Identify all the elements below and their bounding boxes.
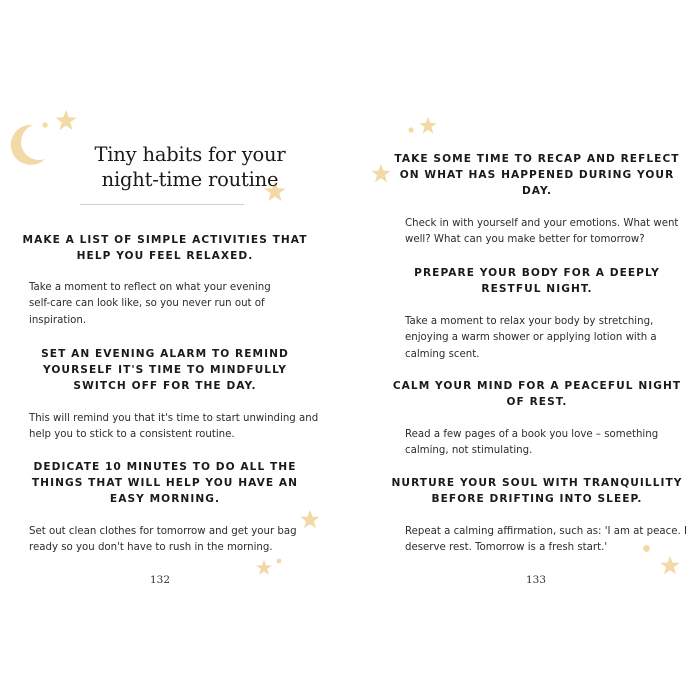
section-body xyxy=(29,524,329,557)
heading-line: DEDICATE 10 MINUTES TO DO ALL THE xyxy=(33,461,297,473)
title-line: night-time routine xyxy=(101,168,279,191)
title-divider xyxy=(80,204,244,205)
heading-line: SWITCH OFF FOR THE DAY. xyxy=(73,380,257,392)
heading-line: DAY. xyxy=(521,185,553,197)
body-line: calming, not stimulating. xyxy=(405,445,533,457)
body-line: self-care can look like, so you never run out of xyxy=(29,298,265,310)
section-heading xyxy=(390,265,684,297)
title-line: Tiny habits for your xyxy=(94,143,286,166)
heading-line: MAKE A LIST OF SIMPLE ACTIVITIES THAT xyxy=(22,234,308,246)
page-title xyxy=(60,142,320,192)
section-heading xyxy=(390,378,684,410)
section-heading xyxy=(390,151,684,199)
section-body xyxy=(405,314,695,363)
section-body xyxy=(29,411,334,444)
body-line: ready so you don't have to rush in the morning. xyxy=(29,542,273,554)
heading-line: BEFORE DRIFTING INTO SLEEP. xyxy=(431,493,643,505)
heading-line: YOURSELF IT'S TIME TO MINDFULLY xyxy=(43,364,287,376)
section-heading xyxy=(390,475,684,507)
body-line: Read a few pages of a book you love – something xyxy=(405,429,659,440)
body-line: Set out clean clothes for tomorrow and get your bag xyxy=(29,526,297,537)
heading-line: HELP YOU FEEL RELAXED. xyxy=(76,250,254,262)
heading-line: RESTFUL NIGHT. xyxy=(481,283,593,295)
star-icon xyxy=(659,555,681,577)
body-line: deserve rest. Tomorrow is a fresh start.' xyxy=(405,542,608,554)
dot-icon xyxy=(275,557,283,565)
page-number: 132 xyxy=(149,574,171,586)
section-body xyxy=(405,524,695,557)
heading-line: ON WHAT HAS HAPPENED DURING YOUR xyxy=(399,169,675,181)
body-line: help you to stick to a consistent routine. xyxy=(29,429,235,441)
body-line: inspiration. xyxy=(29,314,87,326)
body-line: enjoying a warm shower or applying lotion with a xyxy=(405,332,657,344)
page-number: 133 xyxy=(525,574,547,586)
body-line: Take a moment to relax your body by stretching, xyxy=(405,316,654,327)
section-heading xyxy=(20,232,310,264)
star-icon xyxy=(255,559,273,577)
body-line: Check in with yourself and your emotions. What went xyxy=(405,218,679,229)
section-heading xyxy=(20,459,310,507)
section-body xyxy=(405,216,695,249)
star-icon xyxy=(370,163,392,185)
section-body xyxy=(405,427,695,460)
star-icon xyxy=(54,109,78,133)
heading-line: THINGS THAT WILL HELP YOU HAVE AN xyxy=(31,477,299,489)
moon-icon xyxy=(9,123,47,167)
heading-line: NURTURE YOUR SOUL WITH TRANQUILLITY xyxy=(391,477,683,489)
heading-line: PREPARE YOUR BODY FOR A DEEPLY xyxy=(414,267,660,279)
body-line: This will remind you that it's time to start unwinding and xyxy=(29,413,319,424)
heading-line: TAKE SOME TIME TO RECAP AND REFLECT xyxy=(394,153,680,165)
section-heading xyxy=(20,346,310,394)
section-body xyxy=(29,280,329,329)
body-line: well? What can you make better for tomorrow? xyxy=(405,234,645,246)
dot-icon xyxy=(41,121,49,129)
dot-icon xyxy=(407,126,415,134)
body-line: Take a moment to reflect on what your evening xyxy=(29,282,271,293)
star-icon xyxy=(418,116,438,136)
body-line: Repeat a calming affirmation, such as: 'I am at peace. I xyxy=(405,526,687,537)
heading-line: EASY MORNING. xyxy=(109,493,221,505)
heading-line: SET AN EVENING ALARM TO REMIND xyxy=(41,348,289,360)
heading-line: OF REST. xyxy=(506,396,568,408)
right-page xyxy=(350,0,700,700)
body-line: calming scent. xyxy=(405,348,480,360)
heading-line: CALM YOUR MIND FOR A PEACEFUL NIGHT xyxy=(392,380,682,392)
